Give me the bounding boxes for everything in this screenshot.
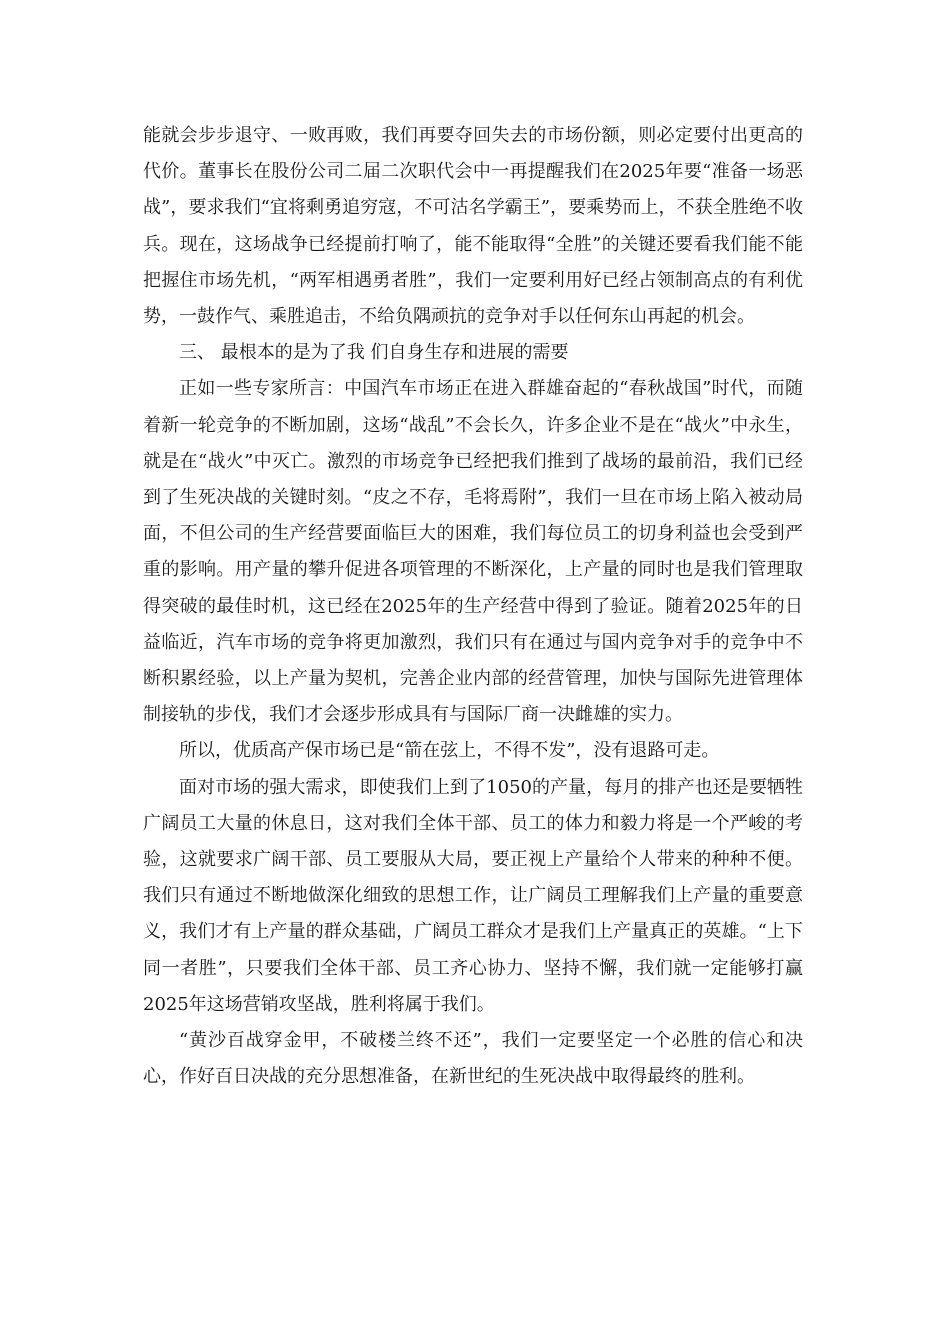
paragraph-continuation: 能就会步步退守、一败再败，我们再要夺回失去的市场份额，则必定要付出更高的代价。董事长在股份公司二届二次职代会中一再提醒我们在2025年要“准备一场恶战”，要求我们“宜将剩勇追穷寇，不可沽名学霸王”，要乘势而上，不获全胜绝不收兵。现在，这场战争已经提前打响了，能不能取得“全胜”的关键还要看我们能不能把握住市场先机，“两军相遇勇者胜”，我们一定要利用好已经占领制高点的有利优势，一鼓作气、乘胜追击，不给负隅顽抗的竞争对手以任何东山再起的机会。 — [143, 125, 803, 328]
paragraph: 所以，优质高产保市场已是“箭在弦上，不得不发”，没有退路可走。 — [179, 740, 720, 762]
paragraph-closing: “黄沙百战穿金甲，不破楼兰终不还”，我们一定要坚定一个必胜的信心和决心，作好百日决战的充分思想准备，在新世纪的生死决战中取得最终的胜利。 — [143, 1030, 803, 1088]
paragraph: 面对市场的强大需求，即使我们上到了1050的产量，每月的排产也还是要牺牲广阔员工大量的休息日，这对我们全体干部、员工的体力和毅力将是一个严峻的考验，这就要求广阔干部、员工要服从大局，要正视上产量给个人带来的种种不便。我们只有通过不断地做深化细致的思想工作，让广阔员工理解我们上产量的重要意义，我们才有上产量的群众基础，广阔员工群众才是我们上产量真正的英雄。“上下同一者胜”，只要我们全体干部、员工齐心协力、坚持不懈，我们就一定能够打赢2025年这场营销攻坚战，胜利将属于我们。 — [143, 776, 803, 1015]
document-body — [143, 118, 803, 1095]
section-heading: 三、 最根本的是为了我 们自身生存和进展的需要 — [179, 342, 569, 364]
paragraph: 正如一些专家所言：中国汽车市场正在进入群雄奋起的“春秋战国”时代，而随着新一轮竞争的不断加剧，这场“战乱”不会长久，许多企业不是在“战火”中永生，就是在“战火”中灭亡。激烈的市场竞争已经把我们推到了战场的最前沿，我们已经到了生死决战的关键时刻。“皮之不存，毛将焉附”，我们一旦在市场上陷入被动局面，不但公司的生产经营要面临巨大的困难，我们每位员工的切身利益也会受到严重的影响。用产量的攀升促进各项管理的不断深化，上产量的同时也是我们管理取得突破的最佳时机，这已经在2025年的生产经营中得到了验证。随着2025年的日益临近，汽车市场的竞争将更加激烈，我们只有在通过与国内竞争对手的竞争中不断积累经验，以上产量为契机，完善企业内部的经营管理，加快与国际先进管理体制接轨的步伐，我们才会逐步形成具有与国际厂商一决雌雄的实力。 — [143, 378, 803, 726]
